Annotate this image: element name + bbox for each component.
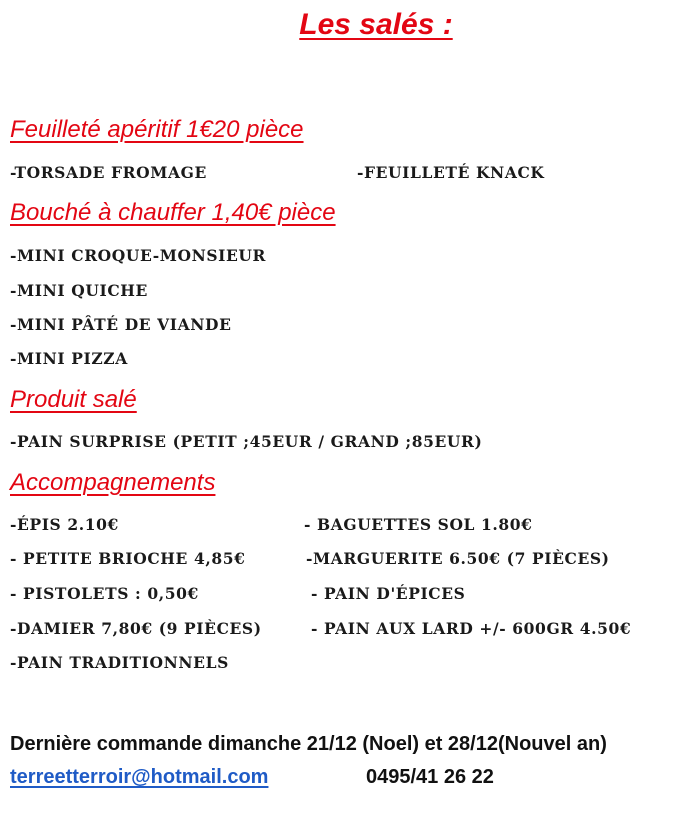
menu-item: - PISTOLETS : 0,50€ [10, 584, 199, 603]
menu-item: -ÉPIS 2.10€ [10, 515, 119, 534]
section-heading-accompagnements: Accompagnements [10, 469, 216, 496]
menu-item: -TORSADE FROMAGE [10, 163, 207, 182]
menu-item: -FEUILLETÉ KNACK [357, 163, 545, 182]
menu-item: -MINI PÂTÉ DE VIANDE [10, 315, 232, 334]
email-link[interactable]: terreetterroir@hotmail.com [10, 766, 269, 788]
section-heading-bouche: Bouché à chauffer 1,40€ pièce [10, 199, 336, 226]
menu-item: -MINI PIZZA [10, 349, 128, 368]
menu-item: - BAGUETTES SOL 1.80€ [304, 515, 533, 534]
menu-item: -DAMIER 7,80€ (9 PIÈCES) [10, 619, 262, 638]
menu-item: -MINI QUICHE [10, 281, 148, 300]
menu-title: Les salés : [299, 8, 453, 41]
menu-item: -PAIN TRADITIONNELS [10, 653, 229, 672]
menu-item: - PAIN D'ÉPICES [311, 584, 466, 603]
menu-item: -MINI CROQUE-MONSIEUR [10, 246, 267, 265]
menu-item: -MARGUERITE 6.50€ (7 PIÈCES) [306, 549, 610, 568]
menu-item: - PETITE BRIOCHE 4,85€ [10, 549, 246, 568]
section-heading-feuillete: Feuilleté apéritif 1€20 pièce [10, 116, 304, 143]
menu-item: - PAIN AUX LARD +/- 600GR 4.50€ [311, 619, 632, 638]
order-deadline-notice: Dernière commande dimanche 21/12 (Noel) et 28/12(Nouvel an) [10, 733, 607, 755]
section-heading-produit-sale: Produit salé [10, 386, 137, 413]
menu-item: -PAIN SURPRISE (PETIT ;45EUR / GRAND ;85EUR) [10, 432, 483, 451]
phone-number: 0495/41 26 22 [366, 766, 494, 788]
